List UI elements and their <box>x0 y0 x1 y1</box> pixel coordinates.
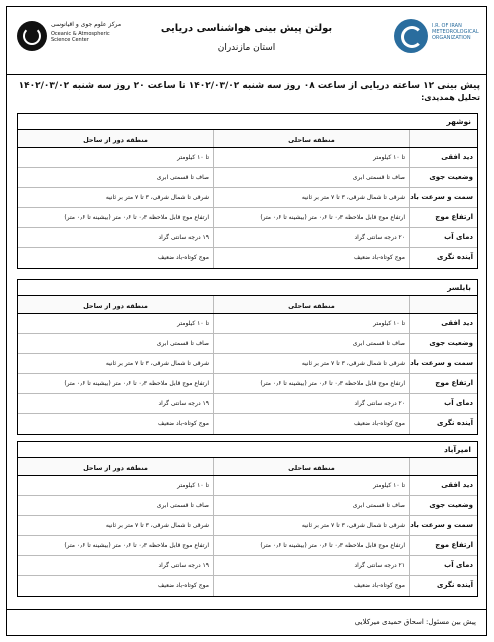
table-row <box>18 536 477 556</box>
table-row <box>18 556 477 576</box>
header-blank <box>409 130 477 147</box>
header-coastal: منطقه ساحلی <box>213 458 409 475</box>
coastal-value: صاف تا قسمتی ابری <box>213 496 409 515</box>
coastal-value: ارتفاع موج قابل ملاحظه ۰٫۳ تا ۰٫۶ متر (بیشینه تا ۰٫۶ متر) <box>213 208 409 227</box>
header-coastal: منطقه ساحلی <box>213 296 409 313</box>
table-row <box>18 476 477 496</box>
bulletin-header <box>7 7 486 75</box>
offshore-value: ۱۹ درجه سانتی گراد <box>158 234 209 241</box>
coastal-value: ۲۰ درجه سانتی گراد <box>213 394 409 413</box>
coastal-value: صاف تا قسمتی ابری <box>213 168 409 187</box>
oasc-name-en: Oceanic & Atmospheric Science Center <box>51 31 110 43</box>
coastal-value: موج کوتاه-باد ضعیف <box>213 414 409 434</box>
row-label: دید افقی <box>409 476 477 495</box>
table-row <box>18 188 477 208</box>
offshore-value: موج کوتاه-باد ضعیف <box>158 254 209 261</box>
row-label: سمت و سرعت باد <box>409 516 477 535</box>
offshore-value: شرقی تا شمال شرقی، ۳ تا ۷ متر بر ثانیه <box>105 360 209 367</box>
coastal-value: شرقی تا شمال شرقی، ۳ تا ۷ متر بر ثانیه <box>213 188 409 207</box>
row-label: سمت و سرعت باد <box>409 188 477 207</box>
row-label: سمت و سرعت باد <box>409 354 477 373</box>
row-label: ارتفاع موج <box>409 374 477 393</box>
station-section <box>17 441 478 597</box>
table-row <box>18 168 477 188</box>
coastal-value: شرقی تا شمال شرقی، ۳ تا ۷ متر بر ثانیه <box>213 354 409 373</box>
irimo-emblem-icon <box>394 19 428 53</box>
header-offshore: منطقه دور از ساحل <box>83 136 148 144</box>
station-name: امیرآباد <box>18 442 477 458</box>
table-row <box>18 374 477 394</box>
irimo-logo <box>394 19 478 59</box>
bulletin-page <box>6 6 487 636</box>
coastal-value: تا ۱۰ کیلومتر <box>213 148 409 167</box>
offshore-value: ارتفاع موج قابل ملاحظه ۰٫۳ تا ۰٫۶ متر (بیشینه تا ۰٫۶ متر) <box>64 542 209 549</box>
table-row <box>18 496 477 516</box>
table-header-row <box>18 296 477 314</box>
oasc-name-fa: مرکز علوم جوی و اقیانوسی <box>51 21 122 28</box>
table-row <box>18 394 477 414</box>
table-row <box>18 148 477 168</box>
table-header-row <box>18 458 477 476</box>
row-label: ارتفاع موج <box>409 536 477 555</box>
header-blank <box>409 458 477 475</box>
table-row <box>18 516 477 536</box>
coastal-value: تا ۱۰ کیلومتر <box>213 476 409 495</box>
forecast-period: پیش بینی ۱۲ ساعته دریایی از ساعت ۰۸ روز سه شنبه ۱۴۰۲/۰۳/۰۲ تا ساعت ۲۰ روز سه شنبه ۱۴۰۲/۰۳/۰۲ <box>18 81 480 91</box>
header-offshore: منطقه دور از ساحل <box>83 302 148 310</box>
table-row <box>18 248 477 268</box>
table-row <box>18 354 477 374</box>
row-label: دید افقی <box>409 148 477 167</box>
row-label: دمای آب <box>409 394 477 413</box>
offshore-value: ارتفاع موج قابل ملاحظه ۰٫۳ تا ۰٫۶ متر (بیشینه تا ۰٫۶ متر) <box>64 214 209 221</box>
row-label: دید افقی <box>409 314 477 333</box>
offshore-value: شرقی تا شمال شرقی، ۳ تا ۷ متر بر ثانیه <box>105 194 209 201</box>
offshore-value: تا ۱۰ کیلومتر <box>177 154 209 161</box>
synoptic-analysis-label: تحلیل همدیدی: <box>421 93 480 102</box>
table-row <box>18 314 477 334</box>
coastal-value: صاف تا قسمتی ابری <box>213 334 409 353</box>
table-row <box>18 228 477 248</box>
table-row <box>18 414 477 434</box>
offshore-value: ۱۹ درجه سانتی گراد <box>158 400 209 407</box>
table-row <box>18 208 477 228</box>
coastal-value: ۲۱ درجه سانتی گراد <box>213 556 409 575</box>
offshore-value: شرقی تا شمال شرقی، ۳ تا ۷ متر بر ثانیه <box>105 522 209 529</box>
table-row <box>18 576 477 596</box>
row-label: وضعیت جوی <box>409 334 477 353</box>
bulletin-title: بولتن پیش بینی هواشناسی دریایی <box>160 23 333 34</box>
row-label: دمای آب <box>409 556 477 575</box>
row-label: آینده نگری <box>409 576 477 596</box>
coastal-value: تا ۱۰ کیلومتر <box>213 314 409 333</box>
offshore-value: تا ۱۰ کیلومتر <box>177 320 209 327</box>
station-section <box>17 113 478 269</box>
coastal-value: ارتفاع موج قابل ملاحظه ۰٫۳ تا ۰٫۶ متر (بیشینه تا ۰٫۶ متر) <box>213 374 409 393</box>
row-label: وضعیت جوی <box>409 168 477 187</box>
offshore-value: صاف تا قسمتی ابری <box>156 502 209 509</box>
table-row <box>18 334 477 354</box>
bulletin-subtitle: استان مازندران <box>217 43 276 53</box>
row-label: آینده نگری <box>409 248 477 268</box>
irimo-name: I.R. OF IRAN METEOROLOGICAL ORGANIZATION <box>432 23 479 41</box>
coastal-value: شرقی تا شمال شرقی، ۳ تا ۷ متر بر ثانیه <box>213 516 409 535</box>
forecaster-footer: پیش بین مسئول: اسحاق حمیدی میرکلایی <box>7 609 486 635</box>
coastal-value: ارتفاع موج قابل ملاحظه ۰٫۳ تا ۰٫۶ متر (بیشینه تا ۰٫۶ متر) <box>213 536 409 555</box>
offshore-value: موج کوتاه-باد ضعیف <box>158 420 209 427</box>
coastal-value: ۲۰ درجه سانتی گراد <box>213 228 409 247</box>
row-label: وضعیت جوی <box>409 496 477 515</box>
header-offshore: منطقه دور از ساحل <box>83 464 148 472</box>
station-name: نوشهر <box>18 114 477 130</box>
header-coastal: منطقه ساحلی <box>213 130 409 147</box>
table-header-row <box>18 130 477 148</box>
coastal-value: موج کوتاه-باد ضعیف <box>213 248 409 268</box>
offshore-value: ۱۹ درجه سانتی گراد <box>158 562 209 569</box>
header-blank <box>409 296 477 313</box>
row-label: آینده نگری <box>409 414 477 434</box>
offshore-value: ارتفاع موج قابل ملاحظه ۰٫۳ تا ۰٫۶ متر (بیشینه تا ۰٫۶ متر) <box>64 380 209 387</box>
row-label: ارتفاع موج <box>409 208 477 227</box>
offshore-value: تا ۱۰ کیلومتر <box>177 482 209 489</box>
station-name: بابلسر <box>18 280 477 296</box>
coastal-value: موج کوتاه-باد ضعیف <box>213 576 409 596</box>
offshore-value: صاف تا قسمتی ابری <box>156 174 209 181</box>
offshore-value: موج کوتاه-باد ضعیف <box>158 582 209 589</box>
station-section <box>17 279 478 435</box>
row-label: دمای آب <box>409 228 477 247</box>
offshore-value: صاف تا قسمتی ابری <box>156 340 209 347</box>
